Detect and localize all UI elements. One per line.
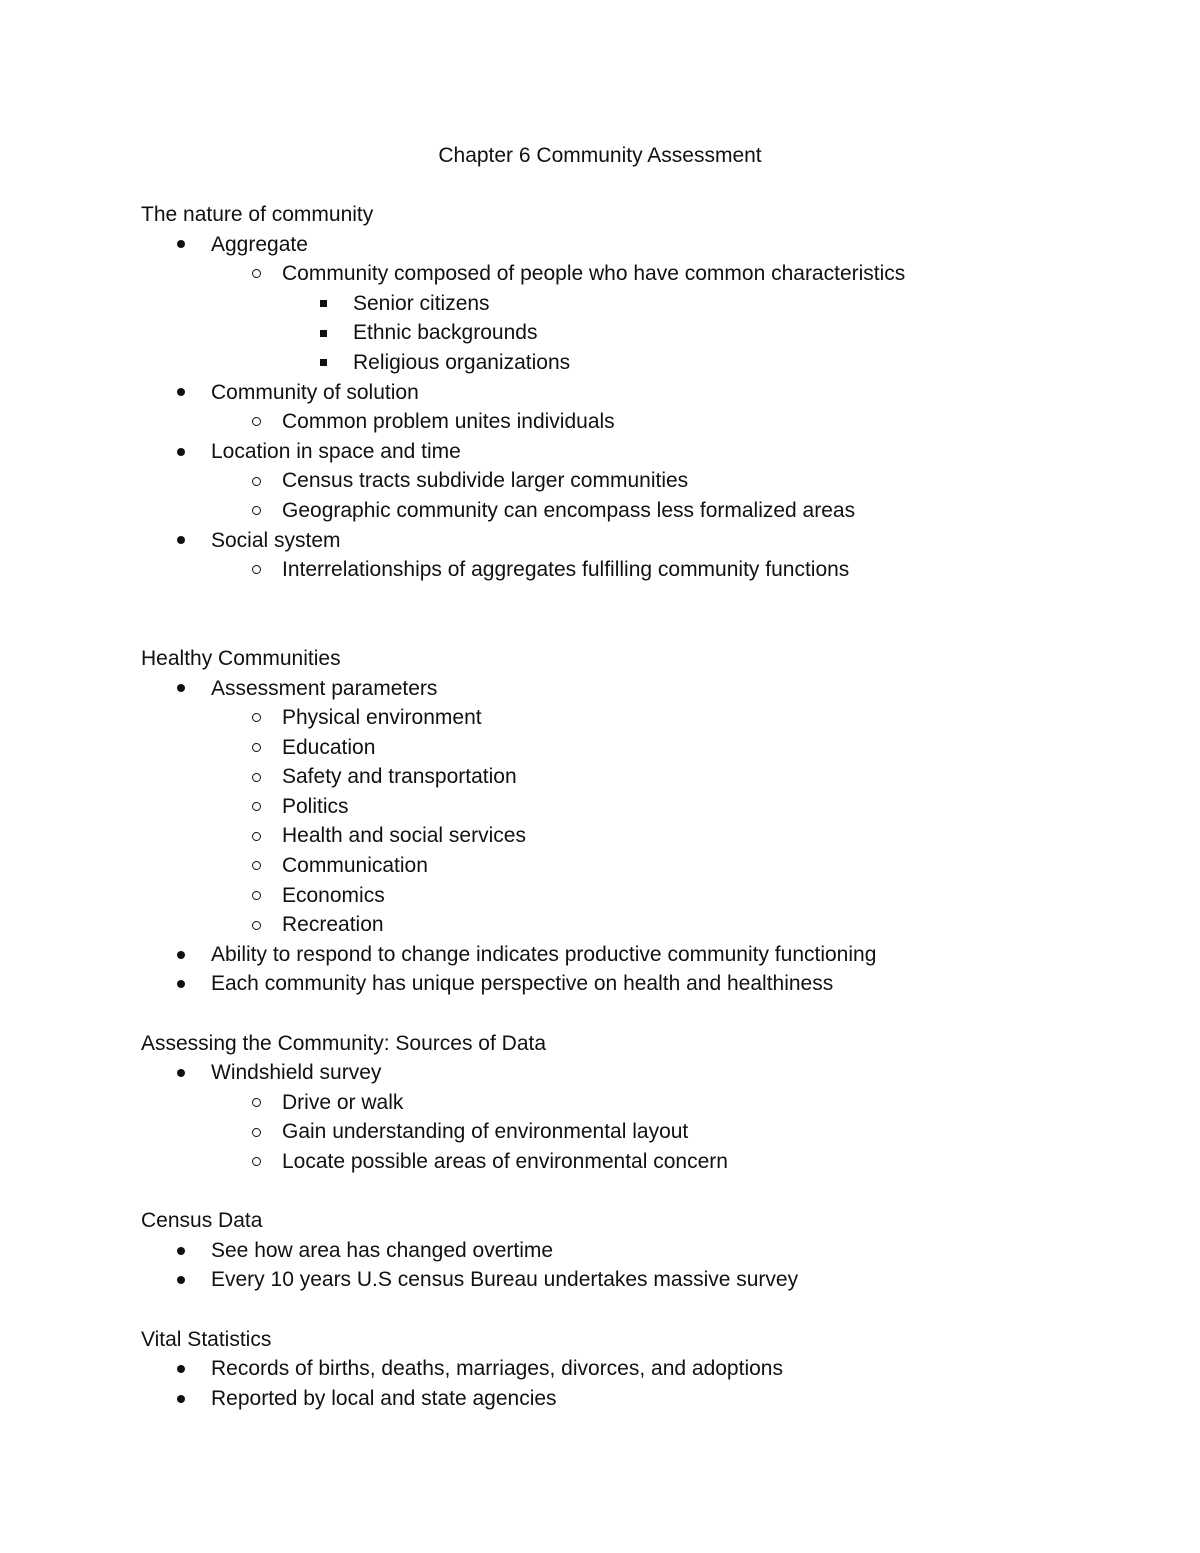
section-heading-vital: Vital Statistics [141,1327,272,1351]
list-item-text: Social system [211,528,341,552]
list-item-text: Senior citizens [353,291,490,315]
bullet-circle-icon [246,259,266,289]
spacer [141,999,1141,1029]
bullet-dot-icon [171,1265,191,1295]
list-item-text: Gain understanding of environmental layout [282,1120,689,1144]
list-item-text: Each community has unique perspective on health and healthiness [211,972,834,996]
list-item-text: Records of births, deaths, marriages, divorces, and adoptions [211,1357,783,1381]
list-item [141,1088,1141,1118]
list-item-text: Geographic community can encompass less formalized areas [282,498,856,522]
section-heading-healthy: Healthy Communities [141,646,341,670]
list-item-text: Physical environment [282,706,482,730]
list-item [141,318,1141,348]
bullet-circle-icon [246,792,266,822]
list-item [141,1354,1141,1384]
list-item [141,348,1141,378]
list-item-text: Recreation [282,913,384,937]
bullet-dot-icon [171,1236,191,1266]
list-item [141,969,1141,999]
list-item [141,674,1141,704]
bullet-circle-icon [246,733,266,763]
bullet-circle-icon [246,821,266,851]
bullet-square-icon [313,289,333,319]
list-item-text: Location in space and time [211,439,461,463]
list-item [141,762,1141,792]
list-item-text: Common problem unites individuals [282,410,615,434]
list-item-text: Interrelationships of aggregates fulfilling community functions [282,558,850,582]
list-item-text: Politics [282,794,349,818]
bullet-circle-icon [246,496,266,526]
bullet-dot-icon [171,940,191,970]
list-item [141,437,1141,467]
document-body [141,200,1141,1413]
section-heading-nature: The nature of community [141,203,374,226]
bullet-circle-icon [246,1088,266,1118]
bullet-circle-icon [246,762,266,792]
list-item [141,526,1141,556]
bullet-circle-icon [246,851,266,881]
bullet-dot-icon [171,1384,191,1414]
section-heading-assessing: Assessing the Community: Sources of Data [141,1031,547,1055]
list-item [141,792,1141,822]
bullet-dot-icon [171,437,191,467]
list-item-text: Communication [282,854,428,878]
list-item [141,407,1141,437]
list-item-text: Health and social services [282,824,526,848]
list-item-text: Locate possible areas of environmental concern [282,1150,728,1173]
list-item-text: Assessment parameters [211,676,438,700]
list-item [141,466,1141,496]
bullet-circle-icon [246,555,266,585]
list-item [141,703,1141,733]
list-item [141,555,1141,585]
list-item [141,733,1141,763]
bullet-square-icon [313,318,333,348]
bullet-circle-icon [246,703,266,733]
document-title: Chapter 6 Community Assessment [438,144,762,167]
bullet-dot-icon [171,526,191,556]
list-item [141,940,1141,970]
list-item-text: Aggregate [211,232,308,256]
list-item [141,910,1141,940]
list-item-text: Ethnic backgrounds [353,321,538,345]
spacer [141,1177,1141,1207]
list-item [141,1236,1141,1266]
list-item [141,259,1141,289]
spacer [141,1295,1141,1325]
list-item [141,1117,1141,1147]
bullet-circle-icon [246,910,266,940]
list-item-text: See how area has changed overtime [211,1238,554,1262]
list-item-text: Ability to respond to change indicates productive community functioning [211,942,877,966]
list-item [141,378,1141,408]
bullet-dot-icon [171,969,191,999]
list-item [141,1384,1141,1414]
list-item-text: Drive or walk [282,1090,404,1114]
list-item-text: Reported by local and state agencies [211,1386,557,1410]
list-item-text: Community composed of people who have common characteristics [282,262,906,286]
bullet-circle-icon [246,407,266,437]
bullet-square-icon [313,348,333,378]
bullet-dot-icon [171,674,191,704]
bullet-dot-icon [171,1058,191,1088]
list-item-text: Safety and transportation [282,765,517,789]
list-item-text: Economics [282,883,385,907]
list-item-text: Community of solution [211,380,419,404]
list-item [141,230,1141,260]
bullet-dot-icon [171,378,191,408]
bullet-circle-icon [246,1117,266,1147]
bullet-circle-icon [246,1147,266,1177]
list-item-text: Religious organizations [353,350,571,374]
list-item-text: Education [282,735,376,759]
list-item-text: Windshield survey [211,1061,382,1085]
bullet-dot-icon [171,230,191,260]
spacer [141,585,1141,644]
list-item [141,821,1141,851]
bullet-circle-icon [246,466,266,496]
list-item [141,1147,1141,1177]
list-item [141,496,1141,526]
list-item-text: Every 10 years U.S census Bureau undertakes massive survey [211,1268,799,1292]
list-item [141,851,1141,881]
list-item [141,1058,1141,1088]
list-item-text: Census tracts subdivide larger communities [282,469,689,493]
list-item [141,289,1141,319]
list-item [141,1265,1141,1295]
bullet-dot-icon [171,1354,191,1384]
section-heading-census: Census Data [141,1209,263,1233]
bullet-circle-icon [246,881,266,911]
list-item [141,881,1141,911]
